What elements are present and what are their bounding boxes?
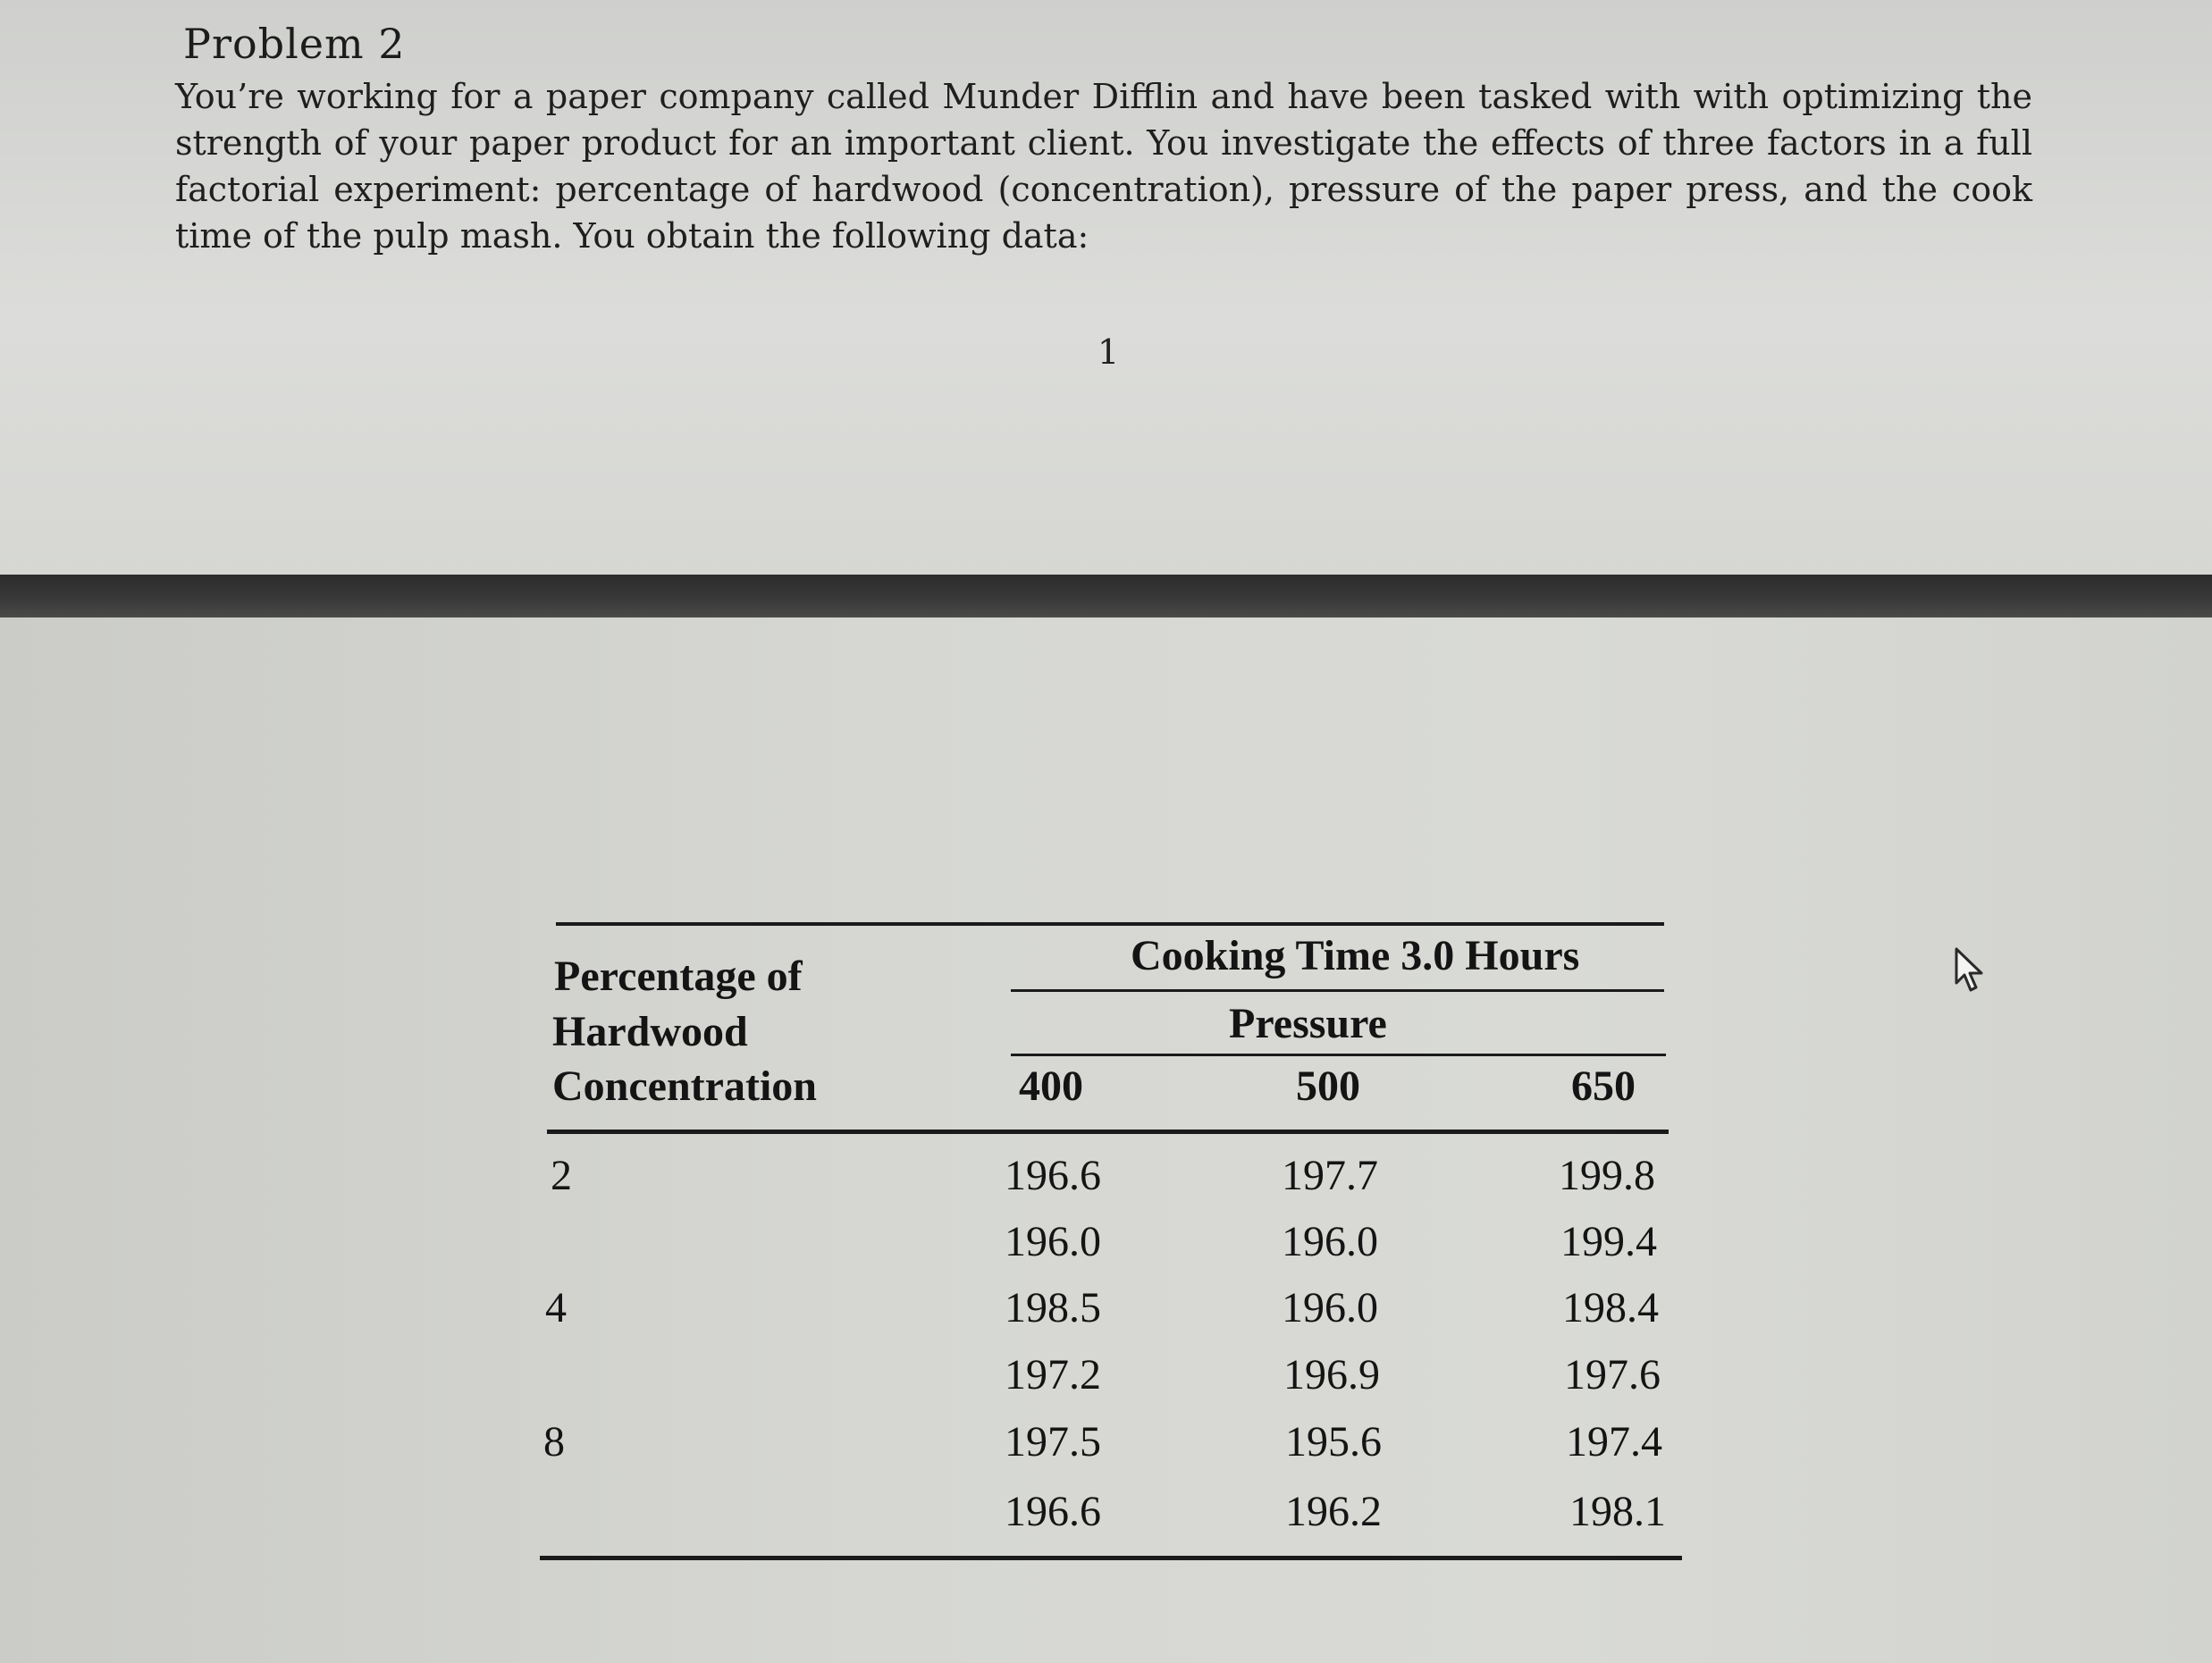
table-cell: 195.6 (1285, 1418, 1382, 1466)
table-cell: 197.4 (1566, 1418, 1662, 1466)
table-cell: 197.6 (1564, 1351, 1661, 1398)
table-cell: 197.5 (1005, 1418, 1101, 1466)
table-bottom-rule (540, 1556, 1682, 1560)
group-header: Cooking Time 3.0 Hours (1131, 932, 1580, 979)
table-cell: 196.0 (1282, 1218, 1378, 1265)
concentration-label: 4 (545, 1284, 567, 1331)
concentration-label: 2 (551, 1152, 572, 1199)
table-cell: 198.5 (1005, 1284, 1101, 1331)
subgroup-header: Pressure (1229, 1000, 1387, 1047)
page-divider (0, 575, 2212, 617)
subgroup-header-rule (1011, 1054, 1666, 1056)
problem-title: Problem 2 (183, 20, 406, 68)
mouse-pointer-icon (1954, 947, 1986, 994)
table-cell: 196.6 (1005, 1152, 1101, 1199)
table-top-rule (556, 922, 1664, 926)
table-cell: 196.0 (1282, 1284, 1378, 1331)
table-cell: 199.8 (1559, 1152, 1655, 1199)
table-cell: 196.9 (1283, 1351, 1380, 1398)
table-cell: 197.2 (1005, 1351, 1101, 1398)
column-header-650: 650 (1571, 1062, 1636, 1110)
table-cell: 196.2 (1285, 1488, 1382, 1535)
column-header-400: 400 (1019, 1062, 1083, 1110)
table-cell: 199.4 (1560, 1218, 1657, 1265)
table-cell: 196.0 (1005, 1218, 1101, 1265)
page-number: 1 (1098, 332, 1120, 372)
column-header-500: 500 (1296, 1062, 1360, 1110)
concentration-label: 8 (543, 1418, 565, 1466)
table-cell: 197.7 (1282, 1152, 1378, 1199)
row-header-line-2: Hardwood (552, 1008, 748, 1055)
header-bottom-rule (547, 1130, 1669, 1134)
table-cell: 198.4 (1562, 1284, 1659, 1331)
table-cell: 198.1 (1569, 1488, 1666, 1535)
row-header-line-3: Concentration (552, 1062, 817, 1110)
problem-statement: You’re working for a paper company called Munder Difflin and have been tasked with with optimizing the strength of your paper product for an important client. You investigate the effects of three factors in a full factorial experiment: percentage of hardwood (concentration), pressure of the paper press, and the cook time of the pulp mash. You obtain the following data: (175, 77, 2032, 256)
upper-page (0, 0, 2212, 576)
data-table (536, 916, 1685, 1568)
table-cell: 196.6 (1005, 1488, 1101, 1535)
group-header-rule (1011, 989, 1664, 992)
row-header-line-1: Percentage of (554, 953, 803, 1000)
